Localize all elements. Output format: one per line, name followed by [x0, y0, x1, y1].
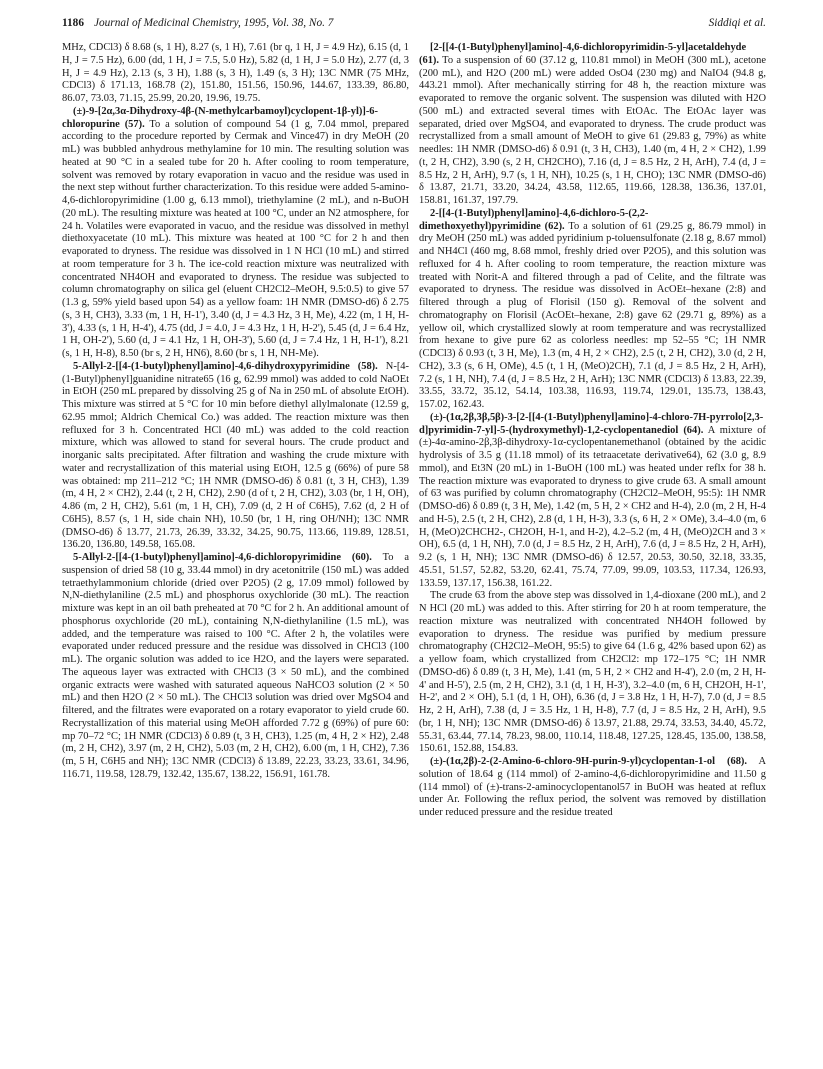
left-column: [62, 42, 409, 782]
paragraph-body: MHz, CDCl3) δ 8.68 (s, 1 H), 8.27 (s, 1 H), 7.61 (br q, 1 H, J = 4.9 Hz), 6.15 (d, 1 H, J = 7.5 Hz), 6.00 (dd, 1 H, J = 7.5, 5.0 Hz), 5.82 (d, 1 H, J = 5.0 Hz), 2.77 (d, 3 H, J = 4.9 Hz), 2.13 (s, 3 H), 1.88 (s, 3 H), 1.49 (s, 3 H); 13C NMR (75 MHz, CDCl3) δ 171.13, 168.78 (2), 151.80, 151.56, 150.96, 144.67, 133.39, 86.80, 86.07, 73.03, 71.15, 25.99, 20.20, 19.96, 19.75.: [62, 42, 409, 104]
compound-heading: (±)-(1α,2β)-2-(2-Amino-6-chloro-9H-purin-9-yl)cyclopentan-1-ol (68).: [430, 756, 748, 767]
paragraph-body: To a suspension of dried 58 (10 g, 33.44 mmol) in dry acetonitrile (150 mL) was added tetraethylammonium chloride (dried over P2O5) (2 g, 17.09 mmol) followed by N,N-diethylaniline (2.5 mL) and phosphorus oxychloride (30 mL). The reaction mixture was kept in an oil bath preheated at 70 °C for 2 h. An additional amount of phosphorus oxychloride (20 mL), containing N,N-diethylaniline (1.5 mL), was added, and the temperature was raised to 100 °C. After 2 h, the volatiles were evaporated under reduced pressure and the residue was dissolved in CHCl3 (100 mL). The organic solution was added to ice H2O, and the layers were separated. The aqueous layer was extracted with CHCl3 (3 × 50 mL), and the combined organic extracts were washed with saturated aqueous NaHCO3 solution (2 × 50 mL) and then H2O (2 × 50 mL). The CHCl3 solution was dried over MgSO4 and filtered, and the filtrates were evaporated on a rotary evaporator to yield crude 60. Recrystallization of this material using MeOH afforded 7.72 g (69%) of pure 60: mp 70–72 °C; 1H NMR (CDCl3) δ 0.89 (t, 3 H, CH3), 1.25 (m, 4 H, 2 × H2), 2.48 (m, 2 H, CH2), 3.97 (m, 2 H, CH2), 5.03 (m, 2 H, CH2), 6.00 (m, 1 H, CH2), 7.36 (m, 5 H, C6H5 and NH); 13C NMR (CDCl3) δ 13.89, 22.23, 33.23, 33.61, 34.96, 116.71, 119.58, 128.79, 132.42, 135.67, 138.22, 156.91, 161.78.: [62, 552, 410, 780]
paragraph-body: N-[4-(1-Butyl)phenyl]guanidine nitrate65 (16 g, 62.99 mmol) was added to cold NaOEt in EtOH (250 mL prepared by dissolving 25 g of Na in 250 mL of absolute EtOH). This mixture was stirred at 5 °C for 10 min before diethyl allylmalonate (12.59 g, 62.95 mmol; Aldrich Chemical Co.) was added. The reaction mixture was then refluxed for 3 h. Concentrated HCl (40 mL) was added to the cold reaction mixture, which was allowed to stand for several hours. The crude product and inorganic salts precipitated. After filtration and washing the crude mixture with water and recrystallization of this material using EtOH, 12.5 g (66%) of pure 58 was obtained: mp 211–212 °C; 1H NMR (DMSO-d6) δ 0.81 (t, 3 H, CH3), 1.39 (m, 4 H, 2 × CH2), 2.44 (t, 2 H, CH2), 2.90 (d of t, 2 H, CH2), 3.03 (br, 1 H, OH), 4.86 (m, 2 H, CH2), 5.61 (m, 1 H, CH), 7.09 (d, 2 H of C6H5), 7.62 (d, 2 H of C6H5), 8.57 (s, 1 H, side chain NH), 10.50 (br, 1 H, ring OH/NH); 13C NMR (DMSO-d6) δ 13.77, 21.73, 26.39, 33.32, 34.25, 90.75, 113.66, 119.89, 128.51, 136.20, 136.80, 149.58, 165.08.: [62, 360, 409, 551]
compound-heading: 2-[[4-(1-Butyl)phenyl]amino]-4,6-dichloro-5-(2,2-dimethoxyethyl)pyrimidine (62).: [419, 207, 649, 232]
paragraph: [419, 412, 766, 591]
paragraph-body: The crude 63 from the above step was dissolved in 1,4-dioxane (200 mL), and 2 N HCl (20 mL) was added to this. After stirring for 20 h at room temperature, the reaction mixture was neutralized with concentrated NH4OH followed by evaporation to dryness. The residue was purified by medium pressure chromatography (CH2Cl2–MeOH, 95:5) to give 64 (1.6 g, 42% based upon 62) as a yellow foam, which crystallized from CH2Cl2: mp 172–175 °C; 1H NMR (DMSO-d6) δ 0.89 (t, 3 H, Me), 1.41 (m, 5 H, 2 × CH2 and H-4'), 2.0 (m, 2 H, H-4' and H-5'), 2.5 (m, 2 H, CH2), 3.1 (d, 1 H, H-3'), 3.2–4.0 (m, 6 H, CH2OH, H-1', H-2', and 2 × OH), 5.1 (d, 1 H, OH), 6.36 (d, J = 3.8 Hz, 1 H, H-7), 7.0 (d, J = 8.5 Hz, 2 H, ArH), 7.38 (d, J = 3.5 Hz, 1 H, H-8), 7.7 (d, J = 8.5 Hz, 2 H, ArH), 9.5 (br, 1 H, NH); 13C NMR (DMSO-d6) δ 13.97, 21.88, 29.74, 33.53, 34.40, 45.72, 55.31, 63.44, 77.14, 78.23, 98.00, 110.14, 118.48, 127.25, 128.45, 135.00, 138.58, 150.61, 152.88, 154.83.: [419, 590, 766, 755]
compound-heading: [2-[[4-(1-Butyl)phenyl]amino]-4,6-dichloropyrimidin-5-yl]acetaldehyde (61).: [419, 42, 747, 66]
paragraph: [62, 552, 409, 782]
paragraph: [62, 42, 409, 106]
running-header: [62, 17, 766, 37]
compound-heading: 5-Allyl-2-[[4-(1-butyl)phenyl]amino]-4,6-dichloropyrimidine (60).: [73, 552, 372, 563]
page-number: 1186: [62, 17, 84, 29]
journal-citation: Journal of Medicinal Chemistry, 1995, Vol. 38, No. 7: [93, 17, 334, 29]
paragraph: [62, 361, 409, 552]
compound-heading: (±)-(1α,2β,3β,5β)-3-[2-[[4-(1-Butyl)phenyl]amino]-4-chloro-7H-pyrrolo[2,3-d]pyrimidin-7-yl]-5-(hydroxymethyl)-1,2-cyclopentanediol (64).: [419, 411, 764, 436]
paragraph-body: To a solution of 61 (29.25 g, 86.79 mmol) in dry MeOH (250 mL) was added pyridinium p-toluensulfonate (2.18 g, 8.67 mmol) and NH4Cl (460 mg, 8.68 mmol, freshly dried over P2O5), and this solution was refluxed for 4 h. After cooling to room temperature, the reaction mixture was treated with Norit-A and filtered through a pad of Celite, and the filtrate was evaporated to dryness. The residue was dissolved in AcOEt–hexane (2:8) and filtered through a plug of Florisil (150 g). Removal of the solvent and chromatography on Florisil (AcOEt–hexane, 2:8) gave 62 (29.71 g, 89%) as a yellow oil, which crystallized slowly at room temperature and was recrystallized from hexane to give pure 62 as colorless needles: mp 52–55 °C; 1H NMR (CDCl3) δ 0.93 (t, 3 H, Me), 1.3 (m, 4 H, 2 × CH2), 2.5 (t, 2 H, CH2), 3.0 (d, 2 H, CH2), 3.3 (s, 6 H, OMe), 4.5 (t, 1 H, (MeO)2CH), 7.1 (d, J = 8.5 Hz, 2 H, ArH), 7.2 (s, 1 H, NH), 7.4 (d, J = 8.5 Hz, 2 H, ArH); 13C NMR (CDCl3) δ 13.83, 22.39, 33.55, 33.72, 35.12, 54.14, 103.38, 116.93, 119.74, 129.01, 135.73, 138.43, 157.02, 162.43.: [419, 220, 766, 410]
paragraph: [419, 590, 766, 756]
right-column: [419, 42, 766, 820]
paragraph: [419, 756, 766, 820]
paragraph: [419, 42, 766, 208]
paragraph-body: To a solution of compound 54 (1 g, 7.04 mmol, prepared according to the procedure reported by Cermak and Vince47) in dry MeOH (20 mL) was bubbled anhydrous methylamine for 10 min. The resulting solution was heated at 90 °C in a sealed tube for 20 h. After cooling to room temperature, solvent was removed by rotary evaporation in vacuo and the residue was used in the next step without further characterization. To this residue were added 5-amino-4,6-dichloropyrimidine (1.00 g, 6.13 mmol), triethylamine (2 mL), and n-BuOH (20 mL). The resulting mixture was heated at 100 °C, under an N2 atmosphere, for 24 h. Volatiles were evaporated in vacuo, and the residue was dissolved in methyl diethoxyacetate (10 mL). This mixture was heated at 100 °C for 2 h and then evaporated to dryness. The residue was dissolved in 1 N HCl (10 mL) and stirred at room temperature for 3 h. The ice-cold reaction mixture was neutralized with concentrated NH4OH and evaporated to dryness. The residue was subjected to column chromatography on silica gel (eluent CH2Cl2–MeOH, 9.5:0.5) to give 57 (1.3 g, 59% yield based upon 54) as a yellow foam: 1H NMR (DMSO-d6) δ 2.75 (s, 3 H, CH3), 3.33 (m, 1 H, H-1'), 3.40 (d, J = 4.3 Hz, 3 H, Me), 4.22 (m, 1 H, H-3'), 4.33 (s, 1 H, H-4'), 4.75 (dd, J = 4.0, J = 4.3 Hz, 1 H, H-2'), 5.45 (d, J = 6.4 Hz, 1 H, OH-2'), 5.60 (d, J = 4.1 Hz, 1 H, OH-3'), 5.60 (d, J = 7.4 Hz, 1 H, H-1'), 8.21 (s, 1 H, H-8), 8.50 (br s, 2 H, HN6), 8.60 (br s, 1 H, NH-Me).: [62, 118, 410, 359]
running-author: Siddiqi et al.: [708, 17, 766, 29]
paragraph-body: To a suspension of 60 (37.12 g, 110.81 mmol) in MeOH (300 mL), acetone (200 mL), and H2O (200 mL) were added OsO4 (230 mg) and NaIO4 (94.8 g, 443.21 mmol). After mechanically stirring for 48 h, the reaction mixture was evaporated to remove the organic solvent. The suspension was diluted with H2O (500 mL) and extracted several times with EtOAc. The EtOAc layer was separated, dried over MgSO4, and evaporated to dryness. The crude product was recrystallized from a small amount of MeOH to give 61 (29.83 g, 79%) as white needles: 1H NMR (DMSO-d6) δ 0.91 (t, 3 H, CH3), 1.40 (m, 4 H, 2 × CH2), 1.99 (t, 2 H, CH2), 3.90 (s, 2 H, CH2CHO), 7.16 (d, J = 8.5 Hz, 2 H, ArH), 7.4 (d, J = 8.5 Hz, 2 H, ArH), 9.7 (s, 1 H, NH), 10.25 (s, 1 H, CHO); 13C NMR (DMSO-d6) δ 13.87, 21.71, 33.20, 34.24, 43.58, 112.65, 119.66, 128.38, 136.36, 137.01, 158.81, 161.37, 197.79.: [419, 54, 766, 206]
paragraph-body: A solution of 18.64 g (114 mmol) of 2-amino-4,6-dichloropyrimidine and 11.50 g (114 mmol) of (±)-trans-2-aminocyclopentanol57 in BuOH was heated at reflux under Ar. Following the reflux period, the solvent was removed by distillation under reduced pressure and the residue treated: [419, 756, 766, 818]
compound-heading: (±)-9-[2α,3α-Dihydroxy-4β-(N-methylcarbamoyl)cyclopent-1β-yl)]-6-chloropurine (57).: [62, 105, 378, 130]
compound-heading: 5-Allyl-2-[[4-(1-butyl)phenyl]amino]-4,6-dihydroxypyrimidine (58).: [73, 360, 378, 372]
paragraph: [419, 208, 766, 412]
paragraph: [62, 106, 409, 361]
paragraph-body: A mixture of (±)-4α-amino-2β,3β-dihydroxy-1α-cyclopentanemethanol (obtained by the acidic hydrolysis of 3.5 g (11.18 mmol) of its tetraacetate derivative64), 62 (3.0 g, 8.9 mmol), and Et3N (20 mL) in 1-BuOH (100 mL) was heated under reflx for 38 h. The reaction mixture was evaporated to dryness to give crude 63. A small amount of 63 was purified by column chromatography (CH2Cl2–MeOH, 95:5): 1H NMR (DMSO-d6) δ 0.89 (t, 3 H, Me), 1.42 (m, 5 H, 2 × CH2 and H-4), 2.0 (m, 2 H, H-4 and H-5), 2.5 (t, 2 H, CH2), 2.8 (d, 1 H, H-3), 3.3 (s, 6 H, 2 × OMe), 3.4–4.0 (m, 6 H, (MeO)2CHCH2-, CH2OH, H-1, and H-2), 4.2–5.2 (m, 4 H, (MeO)2CH and 3 × OH), 6.5 (d, 1 H, NH), 7.0 (d, J = 8.5 Hz, 2 H, ArH), 7.6 (d, J = 8.5 Hz, 2 H, ArH), 9.2 (s, 1 H, NH); 13C NMR (DMSO-d6) δ 12.57, 20.53, 30.50, 32.18, 33.35, 45.51, 51.57, 52.82, 53.20, 62.41, 75.74, 77.09, 99.09, 103.53, 117.34, 126.93, 133.59, 137.17, 156.38, 161.22.: [419, 424, 767, 589]
